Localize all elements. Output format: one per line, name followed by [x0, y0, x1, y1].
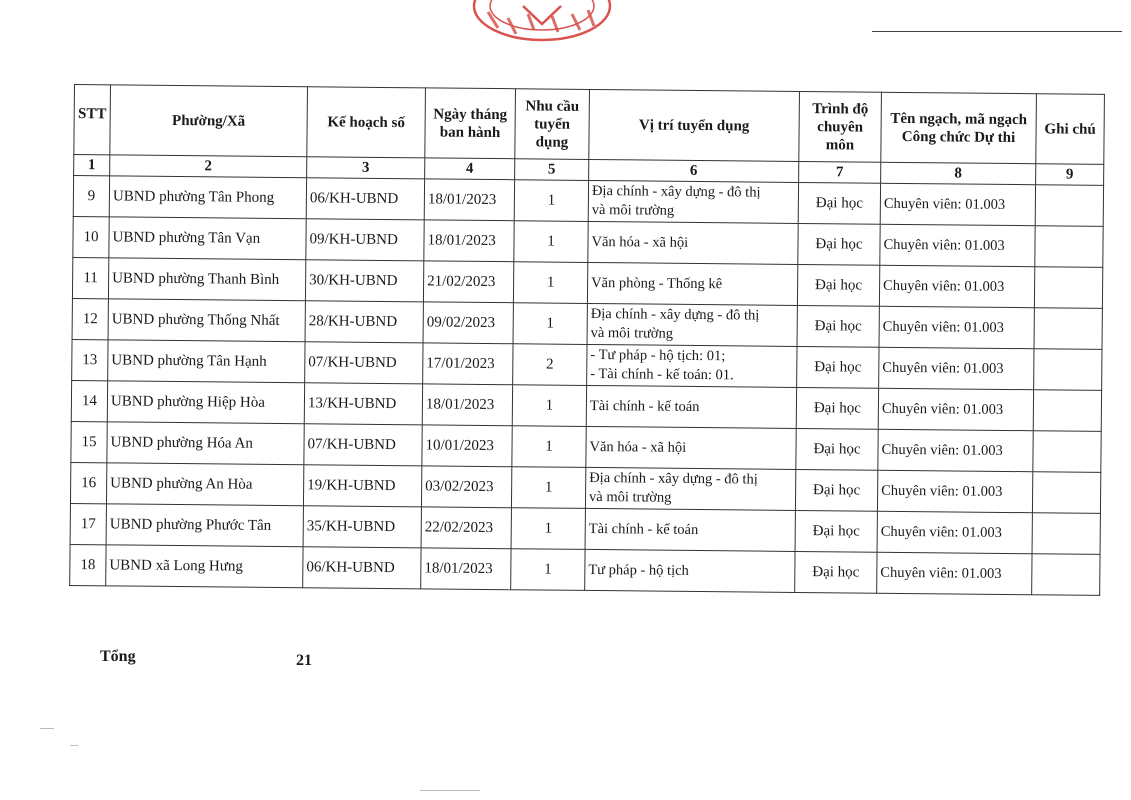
cell-plan: 13/KH-UBND — [304, 383, 422, 425]
cell-position — [586, 426, 796, 469]
cell-level: Đại học — [798, 223, 880, 265]
column-number: 2 — [110, 155, 307, 178]
cell-rank: Chuyên viên: 01.003 — [879, 306, 1034, 348]
red-seal-stamp — [468, 0, 616, 42]
cell-plan: 07/KH-UBND — [305, 342, 423, 384]
cell-date: 09/02/2023 — [423, 302, 513, 344]
cell-plan: 30/KH-UBND — [305, 260, 423, 302]
column-number: 7 — [799, 161, 881, 183]
cell-name: UBND xã Long Hưng — [106, 545, 303, 588]
cell-level: Đại học — [797, 305, 879, 347]
cell-note — [1034, 349, 1102, 391]
cell-need: 2 — [513, 344, 587, 386]
cell-stt: 18 — [70, 544, 106, 585]
cell-note — [1032, 513, 1100, 555]
cell-need: 1 — [513, 303, 587, 345]
cell-date: 18/01/2023 — [422, 384, 512, 426]
cell-rank: Chuyên viên: 01.003 — [878, 388, 1033, 430]
cell-plan: 09/KH-UBND — [306, 219, 424, 261]
cell-plan: 07/KH-UBND — [304, 424, 422, 466]
cell-rank: Chuyên viên: 01.003 — [879, 347, 1034, 389]
cell-position — [585, 467, 795, 510]
header-row — [74, 85, 1105, 165]
cell-position — [587, 262, 797, 305]
cell-need: 1 — [512, 385, 586, 427]
column-number: 9 — [1036, 164, 1104, 186]
cell-note — [1033, 431, 1101, 473]
cell-rank: Chuyên viên: 01.003 — [877, 552, 1032, 594]
cell-date: 17/01/2023 — [423, 343, 513, 385]
cell-level: Đại học — [797, 346, 879, 388]
cell-name: UBND phường Thanh Bình — [108, 258, 305, 301]
cell-date: 22/02/2023 — [421, 507, 511, 549]
header-vi-tri: Vị trí tuyển dụng — [589, 89, 800, 161]
table-body — [70, 176, 1104, 596]
cell-need: 1 — [511, 549, 585, 591]
total-value: 21 — [296, 652, 312, 669]
cell-level: Đại học — [796, 387, 878, 429]
position-line: và môi trường — [590, 324, 674, 342]
cell-rank: Chuyên viên: 01.003 — [879, 265, 1034, 307]
position-line: Tư pháp - hộ tịch — [588, 561, 689, 579]
header-ghi-chu: Ghi chú — [1036, 94, 1105, 165]
cell-date: 21/02/2023 — [423, 261, 513, 303]
header-ngay: Ngày tháng ban hành — [425, 88, 516, 159]
cell-need: 1 — [511, 467, 585, 509]
cell-need: 1 — [514, 221, 588, 263]
cell-stt: 17 — [70, 503, 106, 544]
cell-stt: 14 — [71, 380, 107, 421]
column-number: 6 — [589, 159, 799, 182]
scan-speck — [420, 790, 480, 791]
cell-name: UBND phường Hiệp Hòa — [107, 381, 304, 424]
cell-name: UBND phường An Hòa — [106, 463, 303, 506]
column-number: 1 — [74, 155, 110, 176]
cell-note — [1035, 185, 1103, 227]
cell-name: UBND phường Hóa An — [107, 422, 304, 465]
cell-position — [586, 385, 796, 428]
cell-position — [585, 508, 795, 551]
column-number: 8 — [881, 162, 1036, 184]
total-label: Tổng — [100, 648, 136, 665]
cell-plan: 06/KH-UBND — [303, 547, 421, 589]
position-line: Địa chính - xây dựng - đô thị — [590, 305, 760, 324]
cell-stt: 10 — [73, 216, 109, 257]
cell-name: UBND phường Tân Phong — [109, 176, 306, 219]
recruitment-table-sheet — [69, 84, 1105, 596]
column-number: 5 — [515, 159, 589, 181]
cell-plan: 35/KH-UBND — [303, 506, 421, 548]
cell-level: Đại học — [795, 551, 877, 593]
position-line: Văn phòng - Thống kê — [591, 274, 723, 292]
position-line: Tài chính - kế toán — [589, 397, 700, 415]
cell-rank: Chuyên viên: 01.003 — [880, 183, 1035, 225]
position-line: Văn hóa - xã hội — [591, 233, 689, 251]
cell-name: UBND phường Phước Tân — [106, 504, 303, 547]
header-ke-hoach: Kế hoạch số — [307, 87, 426, 158]
cell-date: 03/02/2023 — [421, 466, 511, 508]
cell-level: Đại học — [797, 264, 879, 306]
cell-date: 10/01/2023 — [422, 425, 512, 467]
cell-note — [1034, 267, 1102, 309]
cell-rank: Chuyên viên: 01.003 — [877, 511, 1032, 553]
cell-plan: 28/KH-UBND — [305, 301, 423, 343]
position-line: Văn hóa - xã hội — [589, 438, 687, 456]
cell-level: Đại học — [795, 469, 877, 511]
header-rule — [872, 31, 1122, 32]
cell-position — [588, 180, 798, 223]
header-phuong-xa: Phường/Xã — [110, 85, 308, 157]
cell-need: 1 — [512, 426, 586, 468]
cell-stt: 12 — [72, 298, 108, 339]
cell-note — [1033, 390, 1101, 432]
cell-name: UBND phường Tân Vạn — [109, 217, 306, 260]
cell-position — [587, 303, 797, 346]
cell-rank: Chuyên viên: 01.003 — [877, 470, 1032, 512]
cell-position — [588, 221, 798, 264]
cell-plan: 06/KH-UBND — [306, 178, 424, 220]
cell-stt: 13 — [72, 339, 108, 380]
cell-stt: 11 — [72, 257, 108, 298]
table-row — [70, 544, 1100, 595]
cell-name: UBND phường Thống Nhất — [108, 299, 305, 342]
cell-note — [1034, 308, 1102, 350]
column-number: 4 — [425, 158, 515, 180]
position-line: và môi trường — [588, 488, 672, 506]
scan-speck — [70, 745, 78, 746]
recruitment-table — [69, 84, 1105, 596]
column-number: 3 — [307, 157, 425, 179]
header-nhu-cau: Nhu cầu tuyển dụng — [515, 89, 590, 160]
position-line: và môi trường — [591, 201, 675, 219]
cell-note — [1035, 226, 1103, 268]
cell-position — [585, 549, 795, 592]
header-ngach: Tên ngạch, mã ngạch Công chức Dự thi — [881, 92, 1037, 163]
cell-name: UBND phường Tân Hạnh — [108, 340, 305, 383]
cell-level: Đại học — [795, 510, 877, 552]
cell-need: 1 — [511, 508, 585, 550]
cell-plan: 19/KH-UBND — [303, 465, 421, 507]
cell-rank: Chuyên viên: 01.003 — [880, 224, 1035, 266]
cell-date: 18/01/2023 — [424, 179, 514, 221]
cell-level: Đại học — [798, 182, 880, 224]
cell-need: 1 — [513, 262, 587, 304]
cell-level: Đại học — [796, 428, 878, 470]
position-line: - Tài chính - kế toán: 01. — [590, 365, 734, 384]
cell-rank: Chuyên viên: 01.003 — [878, 429, 1033, 471]
cell-note — [1032, 472, 1100, 514]
cell-stt: 9 — [73, 176, 109, 217]
cell-date: 18/01/2023 — [424, 220, 514, 262]
position-line: Tài chính - kế toán — [588, 520, 699, 538]
cell-date: 18/01/2023 — [421, 548, 511, 590]
position-line: Địa chính - xây dựng - đô thị — [591, 182, 761, 201]
header-trinh-do: Trình độ chuyên môn — [799, 91, 882, 162]
cell-position — [587, 344, 797, 387]
position-line: Địa chính - xây dựng - đô thị — [589, 469, 758, 488]
cell-need: 1 — [514, 180, 588, 222]
header-stt: STT — [74, 85, 111, 155]
cell-note — [1032, 554, 1100, 596]
cell-stt: 16 — [70, 462, 106, 503]
scan-speck — [40, 728, 54, 729]
cell-stt: 15 — [71, 421, 107, 462]
position-line: - Tư pháp - hộ tịch: 01; — [590, 346, 726, 365]
